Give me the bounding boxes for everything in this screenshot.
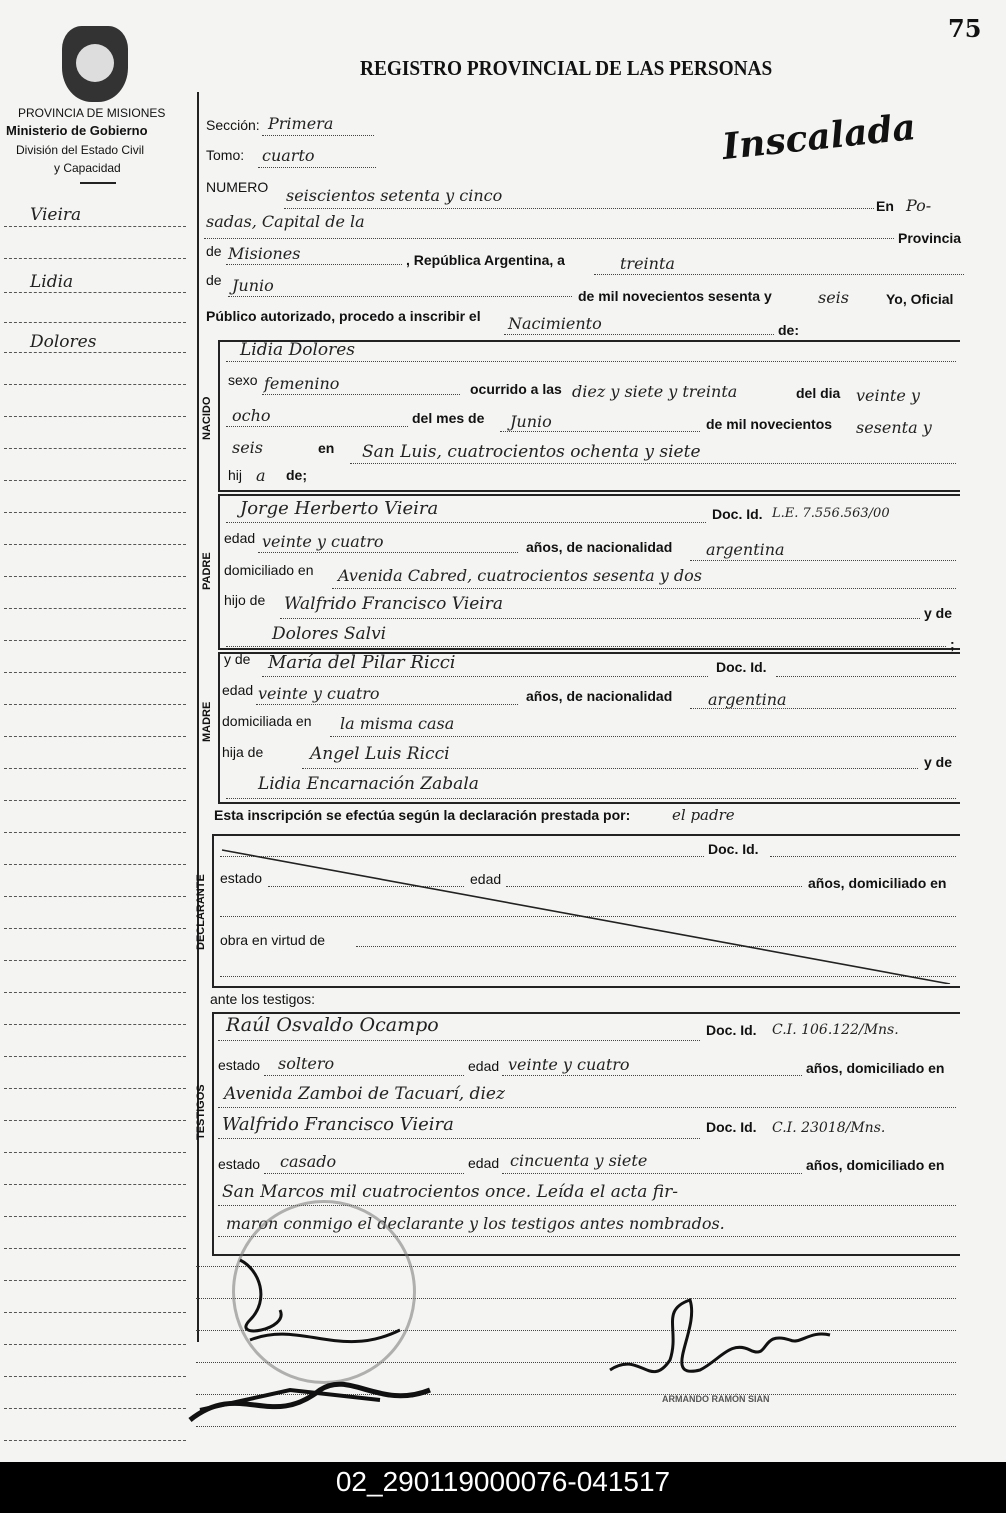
margin-line	[4, 416, 186, 417]
acto-value: Nacimiento	[508, 314, 602, 333]
margin-line	[4, 1024, 186, 1025]
testigo2-estado-value: casado	[280, 1152, 337, 1171]
testigo2-doc-value: C.I. 23018/Mns.	[772, 1120, 886, 1136]
acto-line	[504, 334, 774, 335]
en-label: En	[876, 198, 894, 214]
hij-label: hij	[228, 467, 243, 483]
margin-line	[4, 672, 186, 673]
margin-line	[4, 640, 186, 641]
testigo2-estado-line	[264, 1173, 464, 1174]
margin-line	[4, 1120, 186, 1121]
margin-line	[4, 544, 186, 545]
testigo1-name-line	[218, 1040, 700, 1041]
dia-line	[594, 274, 964, 275]
page-number: 75	[948, 14, 982, 43]
nacido-mes-label: del mes de	[412, 410, 485, 426]
madre-y-de-label: y de	[224, 651, 251, 667]
ante-testigos-label: ante los testigos:	[210, 991, 316, 1007]
margin-line	[4, 864, 186, 865]
testigo1-estado-line	[264, 1075, 464, 1076]
madre-name-line	[262, 676, 708, 677]
margin-line	[4, 1376, 186, 1377]
nacido-anio-value2: seis	[232, 438, 264, 457]
republica-label: , República Argentina, a	[406, 252, 565, 268]
padre-name-line	[226, 522, 706, 523]
agency-province: PROVINCIA DE MISIONES	[18, 106, 166, 120]
tomo-label: Tomo:	[206, 147, 245, 163]
testigo2-name-line	[218, 1138, 700, 1139]
nacido-lugar-line	[350, 463, 956, 464]
margin-line	[4, 800, 186, 801]
ocurrido-label: ocurrido a las	[470, 381, 562, 397]
nacido-anio-value: sesenta y	[856, 418, 932, 437]
testigo2-estado-label: estado	[218, 1156, 261, 1172]
testigo1-dom-line	[218, 1107, 956, 1108]
numero-line	[284, 208, 874, 209]
margin-line	[4, 1248, 186, 1249]
sexo-label: sexo	[228, 372, 258, 388]
padre-dom-line	[332, 588, 956, 589]
padre-semicolon: ;	[950, 636, 955, 652]
padre-edad-value: veinte y cuatro	[262, 532, 384, 551]
margin-line	[4, 1344, 186, 1345]
testigo2-edad-value: cincuenta y siete	[510, 1151, 648, 1170]
padre-madre-name: Dolores Salvi	[272, 624, 387, 644]
margin-line	[4, 704, 186, 705]
dia-line-2	[226, 426, 408, 427]
del-dia-label: del dia	[796, 385, 841, 401]
margin-second-name: Dolores	[30, 332, 97, 352]
testigo1-edad-line	[502, 1075, 802, 1076]
margin-line	[4, 768, 186, 769]
madre-edad-line	[256, 704, 518, 705]
margin-line	[4, 960, 186, 961]
padre-madre-line	[226, 646, 946, 647]
madre-name: María del Pilar Ricci	[268, 652, 456, 673]
nacido-mes-value: Junio	[510, 412, 552, 431]
margin-line	[4, 226, 186, 227]
testigo1-dom-label: años, domiciliado en	[806, 1060, 945, 1076]
margin-line	[4, 1408, 186, 1409]
padre-y-de-label: y de	[924, 605, 953, 621]
official-signature-icon	[600, 1290, 850, 1410]
agency-ministry: Ministerio de Gobierno	[6, 123, 148, 138]
nacido-section	[218, 340, 960, 492]
testigo1-edad-label: edad	[468, 1058, 500, 1074]
margin-divider	[197, 92, 199, 1342]
margin-line	[4, 1088, 186, 1089]
margin-line	[4, 1152, 186, 1153]
declarante-strike-line	[212, 834, 958, 984]
padre-dom-value: Avenida Cabred, cuatrocientos sesenta y dos	[338, 566, 702, 585]
margin-line	[4, 832, 186, 833]
nacido-en-label: en	[318, 440, 335, 456]
margin-surname: Vieira	[30, 205, 82, 225]
madre-hija-label: hija de	[222, 744, 264, 760]
nacido-dia-value: veinte y	[856, 386, 920, 405]
madre-edad-value: veinte y cuatro	[258, 684, 380, 703]
agency-capacity: y Capacidad	[54, 161, 121, 175]
madre-dom-value: la misma casa	[340, 714, 455, 733]
seccion-line	[262, 135, 374, 136]
testigo2-name: Walfrido Francisco Vieira	[222, 1114, 454, 1135]
margin-line	[4, 1216, 186, 1217]
nacido-name: Lidia Dolores	[240, 340, 356, 360]
agency-divider	[80, 182, 116, 184]
nacido-name-line	[226, 361, 956, 362]
sexo-line	[262, 394, 460, 395]
margin-line	[4, 480, 186, 481]
padre-nac-line	[690, 560, 956, 561]
margin-line	[4, 322, 186, 323]
padre-edad-line	[258, 552, 518, 553]
seccion-label: Sección:	[206, 117, 260, 133]
place-value: sadas, Capital de la	[206, 212, 365, 231]
margin-line	[4, 448, 186, 449]
madre-madre-name: Lidia Encarnación Zabala	[258, 774, 479, 794]
closing-text: maron conmigo el declarante y los testigos antes nombrados.	[226, 1214, 725, 1233]
provincia-line	[226, 264, 402, 265]
sexo-value: femenino	[264, 374, 340, 393]
testigo2-edad-label: edad	[468, 1155, 500, 1171]
madre-madre-line	[226, 798, 956, 799]
margin-line	[4, 1280, 186, 1281]
place-line	[204, 238, 894, 239]
testigo1-doc-value: C.I. 106.122/Mns.	[772, 1022, 899, 1038]
madre-doc-line	[776, 676, 956, 677]
testigo1-name: Raúl Osvaldo Ocampo	[226, 1014, 439, 1036]
margin-line	[4, 352, 186, 353]
madre-dom-line	[330, 736, 956, 737]
testigo1-doc-label: Doc. Id.	[706, 1022, 757, 1038]
dia-value: treinta	[620, 254, 675, 273]
margin-line	[4, 512, 186, 513]
declaracion-text: Esta inscripción se efectúa según la declaración prestada por:	[214, 807, 631, 823]
declarante-estado-label: estado	[220, 870, 263, 886]
margin-line	[4, 1312, 186, 1313]
madre-y-de2-label: y de	[924, 754, 953, 770]
en-value: Po-	[906, 196, 932, 215]
mes-line	[228, 296, 572, 297]
madre-nac-label: años, de nacionalidad	[526, 688, 673, 704]
nacido-dia-value2: ocho	[232, 406, 271, 425]
margin-line	[4, 736, 186, 737]
margin-line	[4, 258, 186, 259]
padre-hijo-line	[280, 618, 920, 619]
page-title: REGISTRO PROVINCIAL DE LAS PERSONAS	[360, 56, 773, 80]
margin-line	[4, 928, 186, 929]
seccion-value: Primera	[268, 114, 334, 133]
padre-label: PADRE	[201, 552, 213, 590]
provincia-label: Provincia	[898, 230, 962, 246]
madre-dom-label: domiciliada en	[222, 713, 312, 729]
declaracion-value: el padre	[672, 806, 735, 824]
padre-nac-label: años, de nacionalidad	[526, 539, 673, 555]
padre-dom-label: domiciliado en	[224, 562, 314, 578]
mes-value: Junio	[232, 276, 274, 295]
testigo1-edad-value: veinte y cuatro	[508, 1055, 630, 1074]
testigo1-estado-label: estado	[218, 1057, 261, 1073]
margin-line	[4, 992, 186, 993]
mil-label: de mil novecientos sesenta y	[578, 288, 772, 304]
nacido-mes-line	[500, 431, 700, 432]
padre-name: Jorge Herberto Vieira	[240, 498, 439, 519]
de3-label: de:	[778, 322, 799, 338]
numero-label: NUMERO	[206, 179, 269, 195]
testigo2-doc-label: Doc. Id.	[706, 1119, 757, 1135]
margin-line	[4, 1440, 186, 1441]
madre-nac-value: argentina	[708, 690, 787, 709]
declarante-label: DECLARANTE	[195, 874, 207, 950]
de-label: de	[206, 243, 222, 259]
padre-doc-label: Doc. Id.	[712, 506, 763, 522]
margin-line	[4, 292, 186, 293]
madre-edad-label: edad	[222, 682, 254, 698]
margin-line	[4, 1056, 186, 1057]
declarante-doc-label: Doc. Id.	[708, 841, 759, 857]
provincia-value: Misiones	[228, 244, 301, 263]
madre-label: MADRE	[201, 701, 213, 742]
de2-label: de	[206, 272, 222, 288]
nacido-mil-label: de mil novecientos	[706, 416, 833, 432]
margin-line	[4, 608, 186, 609]
anio-value: seis	[818, 288, 850, 307]
testigo2-dom-value: San Marcos mil cuatrocientos once. Leída el acta fir-	[222, 1182, 678, 1202]
numero-value: seiscientos setenta y cinco	[286, 186, 503, 205]
testigo1-dom-value: Avenida Zamboi de Tacuarí, diez	[224, 1084, 505, 1104]
margin-line	[4, 384, 186, 385]
hij-suffix: a	[256, 466, 266, 485]
nacido-label: NACIDO	[201, 396, 213, 440]
official-stamp-name: ARMANDO RAMÓN SIAN	[662, 1394, 770, 1404]
provincial-crest-icon	[62, 26, 128, 102]
madre-hija-value: Angel Luis Ricci	[310, 744, 450, 764]
publico-label: Público autorizado, procedo a inscribir el	[206, 308, 481, 324]
hij-de-label: de;	[286, 467, 307, 483]
padre-edad-label: edad	[224, 530, 256, 546]
inscalada-stamp: Inscalada	[720, 105, 918, 169]
witness-signatures-icon	[180, 1240, 440, 1450]
madre-nac-line	[690, 708, 956, 709]
testigo2-edad-line	[502, 1173, 802, 1174]
padre-hijo-label: hijo de	[224, 592, 266, 608]
oficial-label: Yo, Oficial	[886, 291, 954, 307]
agency-division: División del Estado Civil	[16, 143, 145, 157]
madre-doc-label: Doc. Id.	[716, 659, 767, 675]
testigo2-dom-label: años, domiciliado en	[806, 1157, 945, 1173]
declarante-obra-label: obra en virtud de	[220, 932, 326, 948]
madre-hija-line	[302, 768, 918, 769]
testigo1-estado-value: soltero	[278, 1054, 335, 1073]
padre-nac-value: argentina	[706, 540, 785, 559]
tomo-value: cuarto	[262, 146, 315, 165]
declarante-dom-label: años, domiciliado en	[808, 875, 947, 891]
margin-line	[4, 1184, 186, 1185]
testigos-label: TESTIGOS	[195, 1084, 207, 1140]
margin-line	[4, 896, 186, 897]
hora-value: diez y siete y treinta	[572, 382, 738, 401]
margin-first-name: Lidia	[30, 272, 74, 292]
footer-code: 02_290119000076-041517	[0, 1462, 1006, 1513]
tomo-line	[258, 167, 376, 168]
margin-line	[4, 576, 186, 577]
declarante-edad-label: edad	[470, 871, 502, 887]
nacido-lugar-value: San Luis, cuatrocientos ochenta y siete	[362, 442, 701, 462]
padre-hijo-value: Walfrido Francisco Vieira	[284, 594, 503, 614]
padre-doc-value: L.E. 7.556.563/00	[772, 506, 890, 521]
